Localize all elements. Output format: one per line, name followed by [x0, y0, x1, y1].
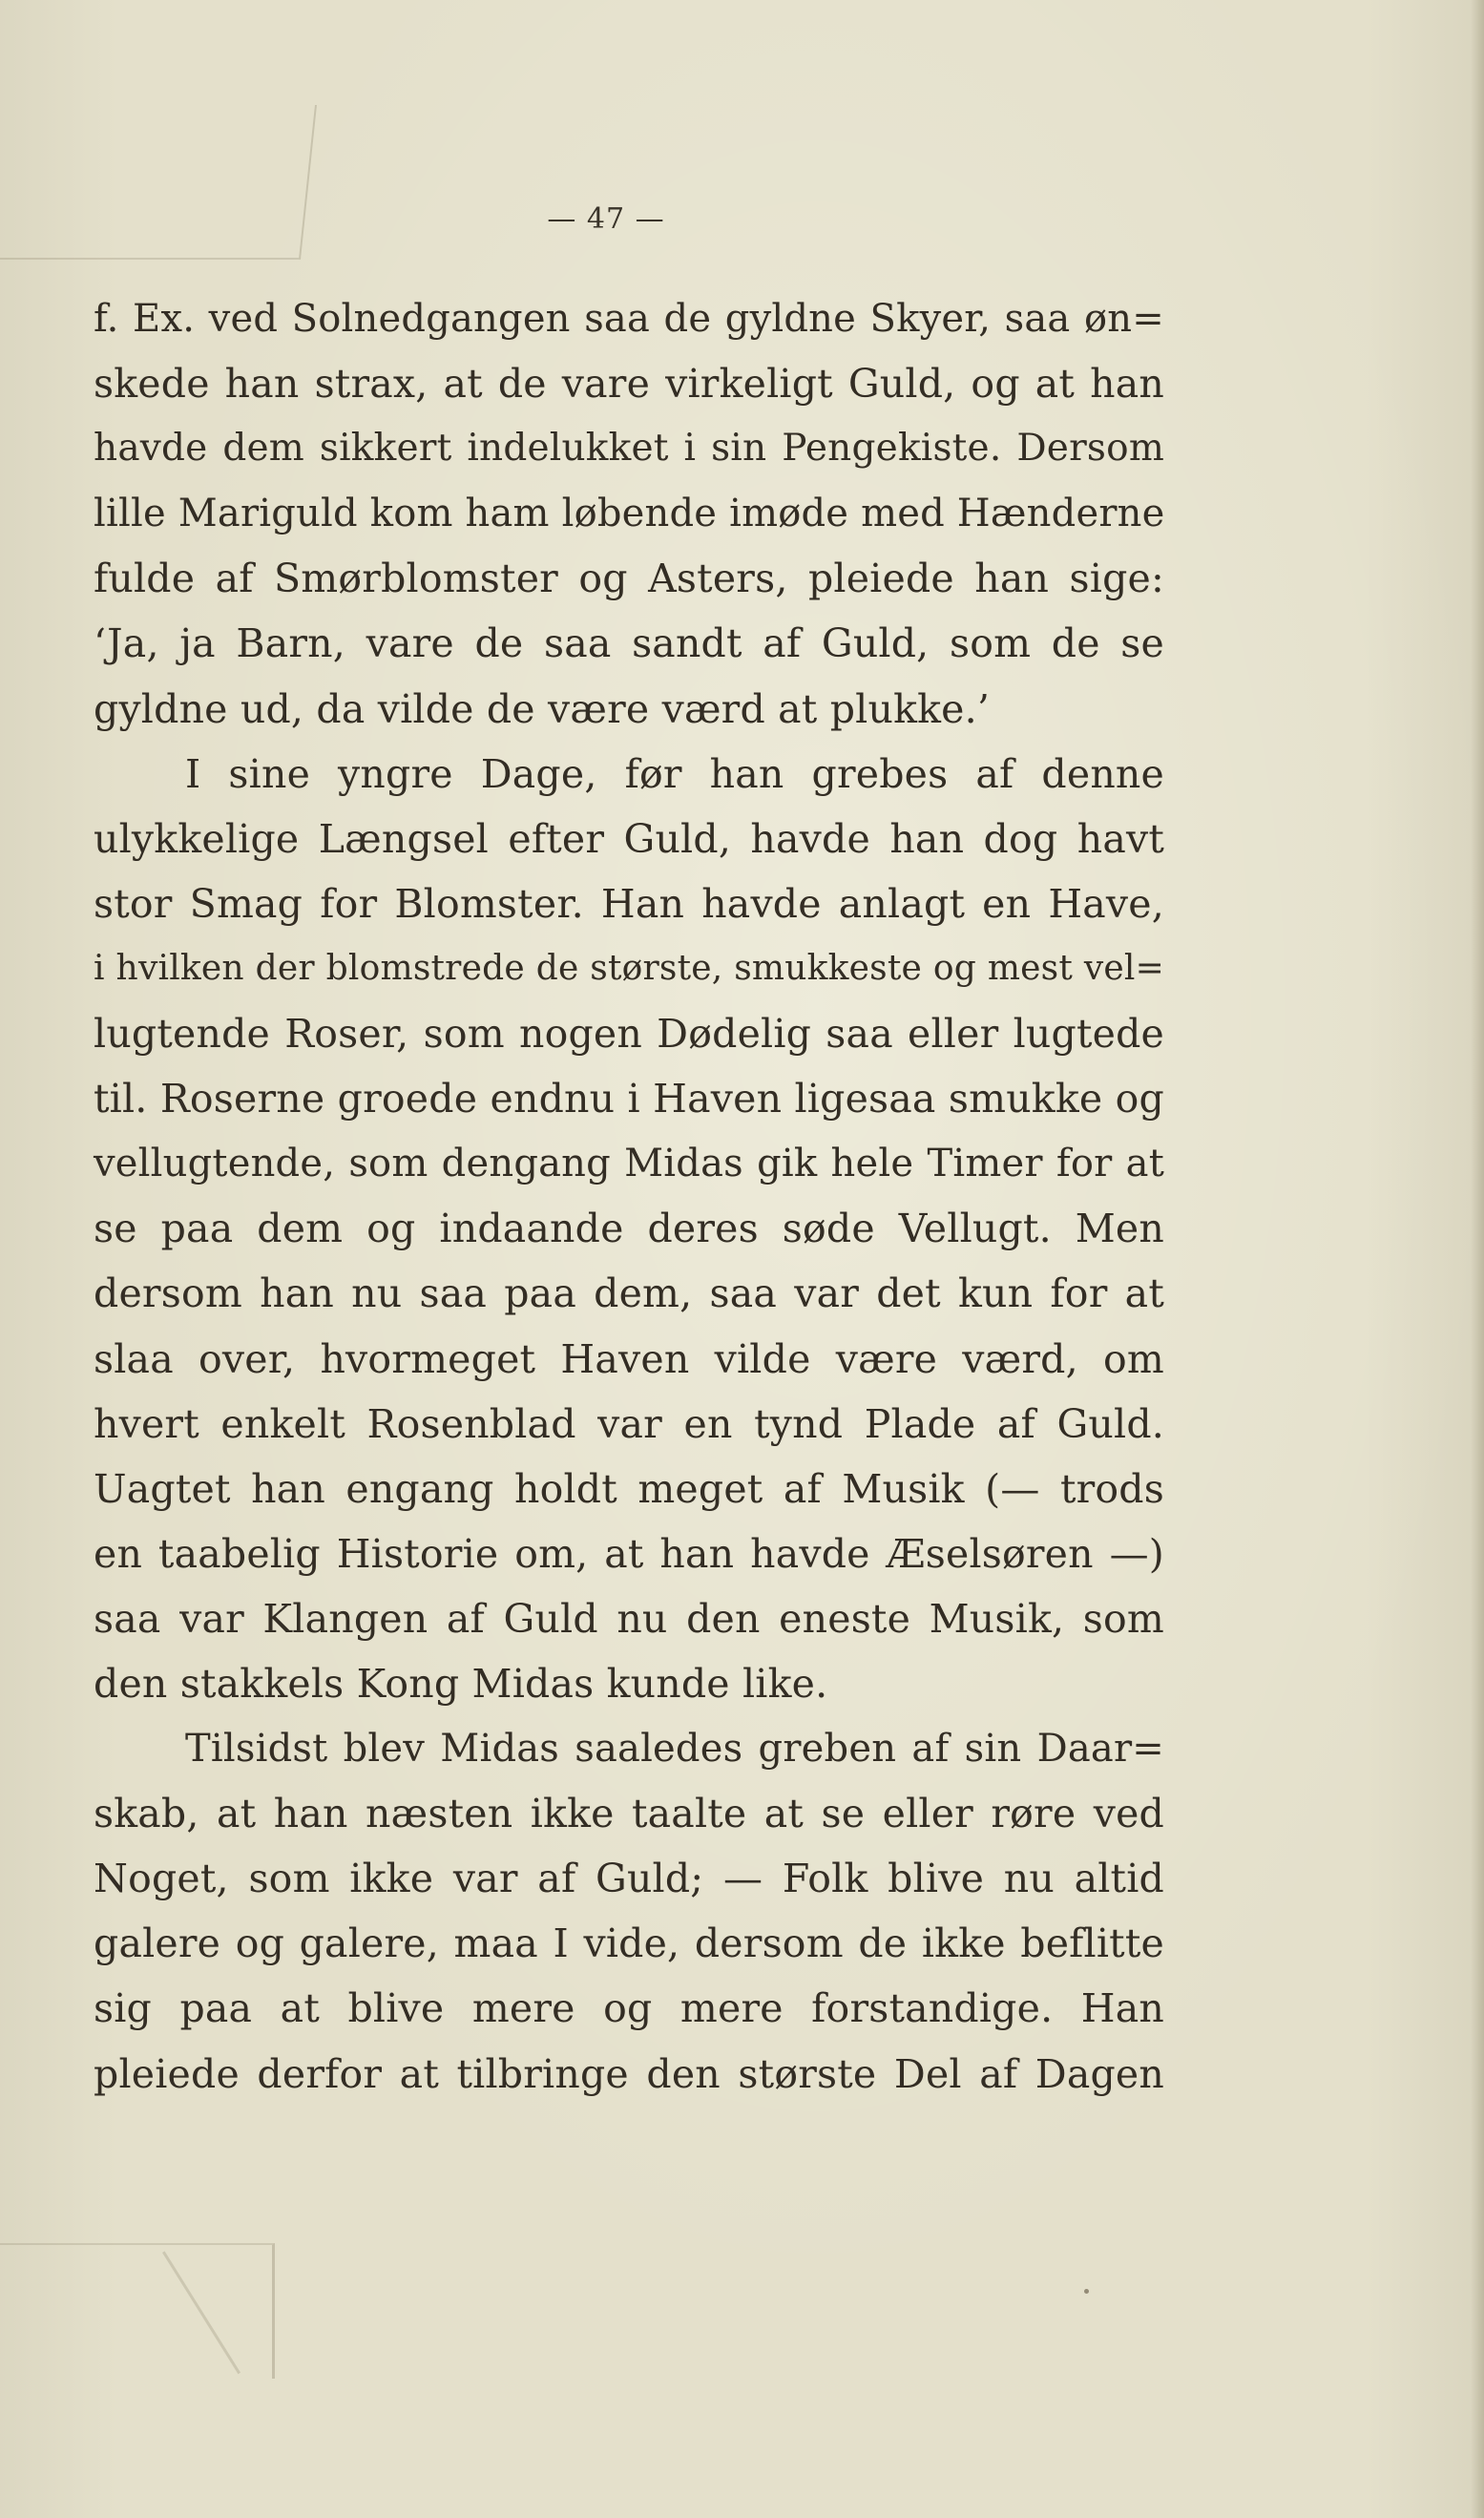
- show-through-mark-top: [0, 105, 317, 260]
- text-line: lille Mariguld kom ham løbende imøde med Hænderne: [94, 492, 1165, 536]
- text-line: den stakkels Kong Midas kunde like.: [94, 1660, 828, 1707]
- text-line: galere og galere, maa I vide, dersom de ikke beflitte: [94, 1920, 1164, 1967]
- text-line: Tilsidst blev Midas saaledes greben af sin Daar=: [185, 1727, 1164, 1772]
- text-line: sig paa at blive mere og mere forstandige. Han: [94, 1985, 1164, 2032]
- text-line: dersom han nu saa paa dem, saa var det kun for at: [94, 1270, 1164, 1317]
- text-line: en taabelig Historie om, at han havde Æselsøren —): [94, 1530, 1164, 1577]
- text-line: se paa dem og indaande deres søde Vellugt. Men: [94, 1206, 1164, 1252]
- text-line: fulde af Smørblomster og Asters, pleiede han sige:: [94, 556, 1164, 602]
- text-line: gyldne ud, da vilde de være værd at plukke.’: [94, 685, 991, 732]
- body-text: [94, 286, 1164, 2107]
- text-line: ‘Ja, ja Barn, vare de saa sandt af Guld, som de se: [94, 620, 1164, 667]
- text-line: skede han strax, at de vare virkeligt Guld, og at han: [94, 361, 1164, 408]
- text-line: til. Roserne groede endnu i Haven ligesaa smukke og: [94, 1076, 1164, 1123]
- text-line: i hvilken der blomstrede de største, smukkeste og mest vel=: [94, 948, 1164, 988]
- text-line: lugtende Roser, som nogen Dødelig saa eller lugtede: [94, 1011, 1164, 1058]
- text-line: vellugtende, som dengang Midas gik hele Timer for at: [94, 1142, 1164, 1186]
- text-line: hvert enkelt Rosenblad var en tynd Plade af Guld.: [94, 1400, 1164, 1447]
- page-edge-shadow: [1471, 0, 1484, 2518]
- page-number: — 47 —: [547, 202, 665, 236]
- text-line: f. Ex. ved Solnedgangen saa de gyldne Skyer, saa øn=: [94, 297, 1164, 341]
- ink-speck: [1084, 2289, 1089, 2294]
- text-line: havde dem sikkert indelukket i sin Pengekiste. Dersom: [94, 427, 1164, 471]
- text-line: I sine yngre Dage, før han grebes af denne: [185, 750, 1164, 797]
- show-through-mark-bottom: [0, 2243, 275, 2379]
- text-line: saa var Klangen af Guld nu den eneste Musik, som: [94, 1595, 1164, 1642]
- text-line: stor Smag for Blomster. Han havde anlagt en Have,: [94, 880, 1164, 927]
- text-line: Uagtet han engang holdt meget af Musik (— trods: [94, 1465, 1164, 1512]
- text-line: Noget, som ikke var af Guld; — Folk blive nu altid: [94, 1856, 1164, 1902]
- text-line: pleiede derfor at tilbringe den største Del af Dagen: [94, 2050, 1164, 2097]
- text-line: skab, at han næsten ikke taalte at se eller røre ved: [94, 1791, 1164, 1837]
- text-line: slaa over, hvormeget Haven vilde være værd, om: [94, 1335, 1164, 1382]
- text-line: ulykkelige Længsel efter Guld, havde han dog havt: [94, 815, 1164, 862]
